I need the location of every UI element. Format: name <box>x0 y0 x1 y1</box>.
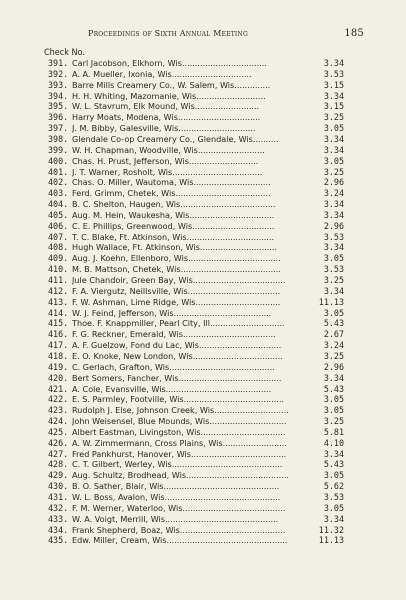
payee-name: H. H. Whiting, Mazomanie, Wis........................... <box>72 90 266 101</box>
list-item <box>0 167 406 178</box>
payee-name: Bert Somers, Fancher, Wis........................................ <box>72 372 282 383</box>
check-number: 402. <box>48 177 69 188</box>
check-number: 418. <box>48 350 69 361</box>
payee-name: Glendale Co-op Creamery Co., Glendale, Wis.......... <box>72 133 279 144</box>
payee-name: W. H. Chapman, Woodville, Wis.......................... <box>72 144 265 155</box>
list-item <box>0 145 406 156</box>
amount: 3.05 <box>323 470 344 481</box>
payee-name: B. C. Shelton, Haugen, Wis..................................... <box>72 199 276 210</box>
list-item <box>0 329 406 340</box>
check-number: 434. <box>48 524 69 535</box>
amount: 3.15 <box>323 101 344 112</box>
list-item <box>0 405 406 416</box>
list-item <box>0 91 406 102</box>
list-item <box>0 112 406 123</box>
amount: 3.53 <box>323 68 344 79</box>
check-number: 416. <box>48 329 69 340</box>
check-number: 394. <box>48 90 69 101</box>
check-number: 392. <box>48 68 69 79</box>
amount: 5.81 <box>323 426 344 437</box>
amount: 3.05 <box>323 155 344 166</box>
page-number: 185 <box>344 28 364 39</box>
list-item <box>0 318 406 329</box>
payee-name: Aug. J. Koehn, Ellenboro, Wis.................................... <box>72 253 281 264</box>
amount: 3.34 <box>323 448 344 459</box>
amount: 3.05 <box>323 394 344 405</box>
list-item <box>0 69 406 80</box>
list-item <box>0 362 406 373</box>
amount: 5.43 <box>323 459 344 470</box>
check-number: 411. <box>48 275 69 285</box>
check-number: 406. <box>48 220 69 231</box>
check-number: 432. <box>48 502 69 513</box>
payee-name: A. Cole, Evansville, Wis......................................... <box>72 383 272 394</box>
payee-name: Barre Mills Creamery Co., W. Salem, Wis.............. <box>72 79 271 90</box>
payee-name: Aug. M. Hein, Waukesha, Wis................................. <box>72 209 275 220</box>
amount: 3.34 <box>323 58 344 68</box>
amount: 3.34 <box>323 285 344 296</box>
amount: 3.25 <box>323 275 344 285</box>
list-item <box>0 210 406 221</box>
check-number: 414. <box>48 307 69 318</box>
list-item <box>0 525 406 536</box>
amount: 3.53 <box>323 492 344 502</box>
check-number: 395. <box>48 101 69 112</box>
payee-name: Aug. Schultz, Brodhead, Wis........................................ <box>72 470 289 481</box>
payee-name: Chas. O. Miller, Wautoma, Wis.............................. <box>72 177 271 188</box>
check-number: 426. <box>48 437 69 448</box>
list-item <box>0 427 406 438</box>
payee-name: F. M. Werner, Waterloo, Wis........................................ <box>72 502 286 513</box>
payee-name: F. G. Reckner, Emerald, Wis.................................... <box>72 329 276 340</box>
payee-name: E. O. Knoke, New London, Wis................................... <box>72 350 283 361</box>
amount: 11.32 <box>318 524 344 535</box>
check-number: 399. <box>48 144 69 155</box>
payee-name: E. S. Parmley, Footville, Wis....................................... <box>72 394 284 405</box>
check-number: 405. <box>48 209 69 220</box>
list-item <box>0 221 406 232</box>
check-number: 401. <box>48 166 69 177</box>
payee-name: Thoe. F. Knappmiller, Pearl City, Ill............................. <box>72 318 285 329</box>
amount: 3.34 <box>323 372 344 383</box>
amount: 3.24 <box>323 188 344 199</box>
check-number: 415. <box>48 318 69 329</box>
check-number: 413. <box>48 296 69 307</box>
payee-name: Harry Moats, Modena, Wis................................ <box>72 112 261 123</box>
amount: 5.43 <box>323 383 344 394</box>
amount: 4.10 <box>323 437 344 448</box>
amount: 3.34 <box>323 199 344 210</box>
amount: 3.05 <box>323 307 344 318</box>
payee-name: C. Gerlach, Grafton, Wis......................................... <box>72 361 275 372</box>
list-item <box>0 492 406 503</box>
payee-name: Ferd. Grimm, Chetek, Wis..................................... <box>72 188 271 199</box>
list-item <box>0 275 406 286</box>
check-number: 408. <box>48 242 69 253</box>
amount: 5.43 <box>323 318 344 329</box>
check-number: 409. <box>48 253 69 264</box>
payee-name: A. A. Mueller, Ixonia, Wis............................... <box>72 68 252 79</box>
amount: 3.53 <box>323 264 344 275</box>
payee-name: W. L. Boss, Avalon, Wis............................................. <box>72 492 281 502</box>
amount: 3.34 <box>323 144 344 155</box>
list-item <box>0 101 406 112</box>
amount: 3.15 <box>323 79 344 90</box>
check-number: 423. <box>48 405 69 416</box>
payee-name: T. C. Blake, Ft. Atkinson, Wis.................................. <box>72 231 275 242</box>
amount: 2.96 <box>323 220 344 231</box>
list-item <box>0 188 406 199</box>
check-number: 396. <box>48 112 69 123</box>
list-item <box>0 308 406 319</box>
check-number: 425. <box>48 426 69 437</box>
list-item <box>0 481 406 492</box>
check-number: 427. <box>48 448 69 459</box>
payee-name: B. O. Sather, Blair, Wis............................................. <box>72 481 280 492</box>
list-item <box>0 373 406 384</box>
list-item <box>0 394 406 405</box>
list-item <box>0 253 406 264</box>
amount: 3.25 <box>323 112 344 123</box>
amount: 3.34 <box>323 513 344 524</box>
list-item <box>0 470 406 481</box>
amount: 3.25 <box>323 166 344 177</box>
amount: 2.67 <box>323 329 344 340</box>
payee-name: A. F. Guelzow, Fond du Lac, Wis................................ <box>72 340 282 351</box>
payee-name: Chas. H. Prust, Jefferson, Wis........................... <box>72 155 259 166</box>
amount: 3.53 <box>323 231 344 242</box>
payee-name: Fred Pankhurst, Hanover, Wis..................................... <box>72 448 287 459</box>
payee-name: W. A. Voigt, Merrill, Wis............................................ <box>72 513 279 524</box>
payee-name: Hugh Wallace, Ft. Atkinson, Wis.............................. <box>72 242 278 253</box>
amount: 3.34 <box>323 90 344 101</box>
payee-name: A. W. Zimmermann, Cross Plains, Wis......................... <box>72 437 287 448</box>
check-number: 428. <box>48 459 69 470</box>
check-number: 429. <box>48 470 69 481</box>
check-number: 412. <box>48 285 69 296</box>
amount: 3.05 <box>323 405 344 416</box>
amount: 2.96 <box>323 361 344 372</box>
amount: 2.96 <box>323 177 344 188</box>
payee-name: Albert Eastman, Livingston, Wis................................. <box>72 426 286 437</box>
payee-name: Frank Shepherd, Boaz, Wis......................................... <box>72 524 286 535</box>
payee-name: John Weisensel, Blue Mounds, Wis.............................. <box>72 416 287 427</box>
payee-name: F. W. Ashman, Lime Ridge, Wis................................. <box>72 296 281 307</box>
check-number: 424. <box>48 416 69 427</box>
list-item <box>0 535 406 546</box>
amount: 11.13 <box>318 535 344 546</box>
payee-name: F. A. Viergutz, Neillsville, Wis.................................... <box>72 285 281 296</box>
amount: 3.25 <box>323 350 344 361</box>
payee-name: J. M. Bibby, Galesville, Wis.............................. <box>72 123 256 134</box>
check-number: 420. <box>48 372 69 383</box>
list-item <box>0 459 406 470</box>
check-number: 407. <box>48 231 69 242</box>
list-item <box>0 449 406 460</box>
check-number: 433. <box>48 513 69 524</box>
check-number: 435. <box>48 535 69 546</box>
list-item <box>0 58 406 69</box>
amount: 3.34 <box>323 209 344 220</box>
list-item <box>0 232 406 243</box>
list-item <box>0 286 406 297</box>
payee-name: C. T. Gilbert, Werley, Wis........................................... <box>72 459 283 470</box>
payee-name: J. T. Warner, Rosholt, Wis................................... <box>72 166 263 177</box>
check-number: 421. <box>48 383 69 394</box>
amount: 3.34 <box>323 133 344 144</box>
payee-name: W. J. Feind, Jefferson, Wis...................................... <box>72 307 272 318</box>
payee-name: W. L. Stavrum, Elk Mound, Wis......................... <box>72 101 260 112</box>
running-header-title: Proceedings of Sixth Annual Meeting <box>88 29 248 38</box>
check-number: 403. <box>48 188 69 199</box>
amount: 3.05 <box>323 502 344 513</box>
amount: 3.05 <box>323 253 344 264</box>
list-item <box>0 297 406 308</box>
list-item <box>0 134 406 145</box>
amount: 11.13 <box>318 296 344 307</box>
amount: 3.34 <box>323 242 344 253</box>
payee-name: Jule Chandoir, Green Bay, Wis.................................... <box>72 275 286 285</box>
column-header-check-no: Check No. <box>44 48 85 58</box>
check-number: 419. <box>48 361 69 372</box>
list-item <box>0 242 406 253</box>
check-number: 417. <box>48 340 69 351</box>
check-number: 397. <box>48 123 69 134</box>
list-item <box>0 351 406 362</box>
list-item <box>0 416 406 427</box>
check-number: 404. <box>48 199 69 210</box>
list-item <box>0 384 406 395</box>
check-number: 391. <box>48 58 69 68</box>
check-number: 400. <box>48 155 69 166</box>
list-item <box>0 503 406 514</box>
list-item <box>0 156 406 167</box>
check-number: 422. <box>48 394 69 405</box>
payee-name: Rudolph J. Else, Johnson Creek, Wis............................. <box>72 405 289 416</box>
list-item <box>0 80 406 91</box>
list-item <box>0 514 406 525</box>
check-number: 393. <box>48 79 69 90</box>
amount: 5.62 <box>323 481 344 492</box>
list-item <box>0 438 406 449</box>
list-item <box>0 177 406 188</box>
list-item <box>0 340 406 351</box>
payee-name: C. E. Phillips, Greenwood, Wis................................ <box>72 220 275 231</box>
list-item <box>0 123 406 134</box>
check-number: 431. <box>48 492 69 502</box>
payee-name: M. B. Mattson, Chetek, Wis....................................... <box>72 264 281 275</box>
check-number: 430. <box>48 481 69 492</box>
list-item <box>0 199 406 210</box>
amount: 3.24 <box>323 340 344 351</box>
check-number: 398. <box>48 133 69 144</box>
amount: 3.05 <box>323 123 344 134</box>
payee-name: Edw. Miller, Cream, Wis............................................... <box>72 535 288 546</box>
check-number: 410. <box>48 264 69 275</box>
list-item <box>0 264 406 275</box>
amount: 3.25 <box>323 416 344 427</box>
payee-name: Carl Jacobson, Elkhorn, Wis................................. <box>72 58 267 68</box>
